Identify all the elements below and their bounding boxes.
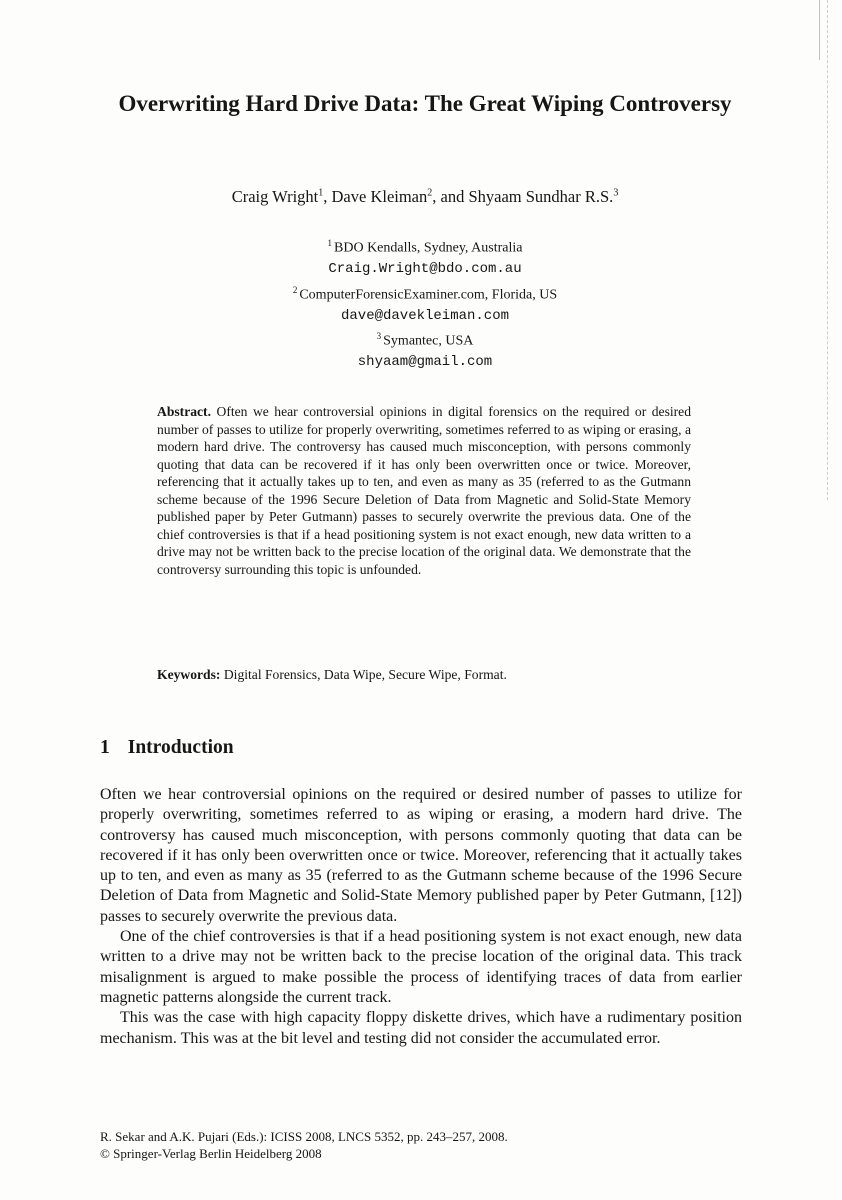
keywords [157, 667, 691, 683]
body-paragraph: One of the chief controversies is that if a head positioning system is not exact enough, new data written to a drive may not be written back to the precise location of the original data. This track misalignment is argued to make possible the process of identifying traces of data from earlier magnetic patterns alongside the current track. [100, 928, 742, 1006]
author-name: Craig Wright [231, 187, 319, 206]
affiliation-block [100, 233, 750, 373]
affiliation-name: ComputerForensicExaminer.com, Florida, US [299, 287, 558, 303]
section-body [100, 785, 742, 1049]
author-name: Shyaam Sundhar R.S. [468, 187, 614, 206]
section-number: 1 [100, 737, 110, 758]
affiliation-name: BDO Kendalls, Sydney, Australia [334, 240, 523, 256]
section-title: Introduction [127, 737, 234, 758]
page-footer [100, 1129, 742, 1162]
affiliation-org [100, 326, 750, 352]
section-heading [100, 737, 234, 759]
author-separator: , [323, 187, 332, 206]
body-paragraph: Often we hear controversial opinions on the required or desired number of passes to utilize for properly overwriting, sometimes referred to as wiping or erasing, a modern hard drive. The controversy has caused much misconception, with persons commonly quoting that data can be recovered if it has only been overwritten once or twice. Moreover, referencing that it actually takes up to ten, and even as many as 35 (referred to as the Gutmann scheme because of the 1996 Secure Deletion of Data from Magnetic and Solid-State Memory published paper by Peter Gutmann, [12]) passes to securely overwrite the previous data. [100, 786, 742, 925]
abstract [157, 403, 691, 578]
affiliation-email[interactable]: Craig.Wright@bdo.com.au [328, 261, 522, 278]
affiliation-email[interactable]: dave@davekleiman.com [340, 307, 510, 324]
keywords-text: Digital Forensics, Data Wipe, Secure Wipe, Format. [223, 667, 507, 682]
author-mark: 3 [613, 187, 619, 199]
abstract-text: Often we hear controversial opinions in digital forensics on the required or desired number of passes to utilize for properly overwriting, sometimes referred to as wiping or erasing, a modern hard drive. The controversy has caused much misconception, with persons commonly quoting that data can be recovered if it has only been overwritten once or twice. Moreover, referencing that it actually takes up to ten, and even as many as 35 (referred to as the Gutmann scheme because of the 1996 Secure Deletion of Data from Magnetic and Solid-State Memory published paper by Peter Gutmann) passes to securely overwrite the previous data. One of the chief controversies is that if a head positioning system is not exact enough, new data written to a drive may not be written back to the precise location of the original data. We demonstrate that the controversy surrounding this topic is unfounded. [157, 404, 691, 577]
affiliation-org [100, 280, 750, 306]
author-name: Dave Kleiman [331, 187, 428, 206]
scan-edge-mark [825, 0, 828, 500]
author-list [100, 187, 750, 207]
paper-title: Overwriting Hard Drive Data: The Great Wiping Controversy [118, 91, 732, 116]
scan-edge-mark [819, 0, 820, 60]
footer-citation: R. Sekar and A.K. Pujari (Eds.): ICISS 2008, LNCS 5352, pp. 243–257, 2008. [100, 1129, 508, 1144]
affiliation-mark: 3 [376, 331, 382, 342]
affiliation-org [100, 233, 750, 259]
footer-copyright: © Springer-Verlag Berlin Heidelberg 2008 [100, 1145, 322, 1161]
affiliation-name: Symantec, USA [383, 333, 474, 349]
affiliation-mark: 1 [327, 238, 333, 248]
body-paragraph: This was the case with high capacity floppy diskette drives, which have a rudimentary position mechanism. This was at the bit level and testing did not consider the accumulated error. [100, 1009, 742, 1047]
affiliation-mark: 2 [292, 284, 298, 295]
affiliation-email[interactable]: shyaam@gmail.com [357, 354, 493, 371]
keywords-label: Keywords: [157, 667, 221, 682]
abstract-label: Abstract. [157, 404, 211, 419]
author-separator: , and [432, 187, 469, 206]
author-mark: 1 [318, 187, 324, 199]
author-mark: 2 [427, 187, 433, 199]
